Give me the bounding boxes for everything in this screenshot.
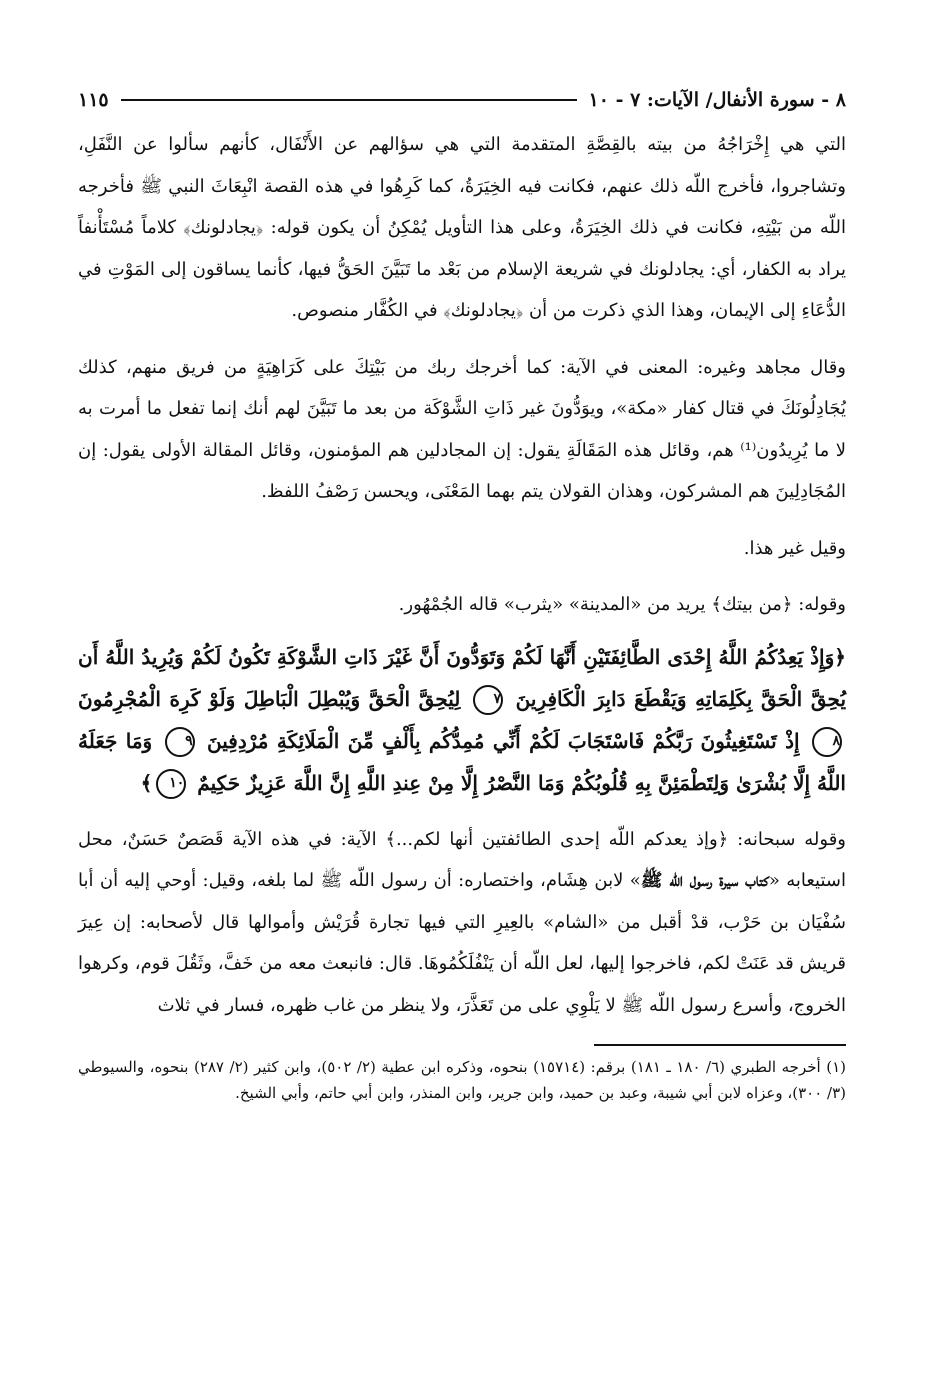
paragraph: وقال مجاهد وغيره: المعنى في الآية: كما أخرجك ربك من بَيْتِكَ على كَرَاهِيَةٍ من فريق منهم، كذلك يُجَادِلُونَكَ في قتال كفار «مكة»، ويوَدُّونَ غير ذَاتِ الشَّوْكَة من بعد ما تَبَيَّنَ لهم أنك إنما تفعل ما أمرت به لا ما يُرِيدُون⁽¹⁾ هم، وقائل هذه المَقَالَةِ يقول: إن المجادلين هم المؤمنون، وقائل المقالة الأولى يقول: إن المُجَادِلِينَ هم المشركون، وهذان القولان يتم بهما المَعْنَى، ويحسن رَصْفُ اللفظ. — [78, 356, 846, 502]
verse-text: وَمَا جَعَلَهُ اللَّهُ إِلَّا بُشْرَىٰ وَلِتَطْمَئِنَّ بِهِ قُلُوبُكُمْ وَمَا النَّصْرُ إِلَّا مِنْ عِندِ اللَّهِ إِنَّ اللَّهَ عَزِيزٌ حَكِيمٌ — [78, 728, 846, 795]
verse-number-marker: ٧ — [473, 685, 503, 715]
commentary-text: وقوله سبحانه: ﴿وإذ يعدكم اللّه إحدى الطائفتين أنها لكم...﴾ الآية: في هذه الآية قَصَصٌ حَسَنٌ، محل استيعابه « — [78, 828, 847, 891]
page-number: ١١٥ — [78, 89, 109, 111]
running-header — [78, 82, 846, 118]
verse-text: إِذْ تَسْتَغِيثُونَ رَبَّكُمْ فَاسْتَجَابَ لَكُمْ أَنِّي مُمِدُّكُم بِأَلْفٍ مِّنَ الْمَلَائِكَةِ مُرْدِفِينَ — [207, 728, 800, 753]
footnote-text: أخرجه الطبري (٦/ ١٨٠ ـ ١٨١) برقم: (١٥٧١٤) بنحوه، وذكره ابن عطية (٢/ ٥٠٢)، وابن كثير (٢/ ٢٨٧) بنحوه، والسيوطي (٣/ ٣٠٠)، وعزاه لابن أبي شيبة، وعبد بن حميد، وابن جرير، وابن المنذر، وابن أبي حاتم، وأبي الشيخ. — [78, 1058, 846, 1102]
verse-text: ﴿وَإِذْ يَعِدُكُمُ اللَّهُ إِحْدَى الطَّائِفَتَيْنِ أَنَّهَا لَكُمْ وَتَوَدُّونَ أَنَّ غَيْرَ ذَاتِ الشَّوْكَةِ تَكُونُ لَكُمْ وَيُرِيدُ اللَّهُ أَن يُحِقَّ الْحَقَّ بِكَلِمَاتِهِ وَيَقْطَعَ دَابِرَ الْكَافِرِينَ — [78, 644, 847, 711]
commentary-text: » لابن هِشَام، واختصاره: أن رسول اللّه ﷺ لما بلغه، وقيل: أوحي إليه أن أبا سُفْيَان بن حَرْب، قدْ أقبل من «الشام» بالعِيرِ التي فيها تجارة قُرَيْش وأموالها قال لأصحابه: إن عِيرَ قريش قد عَنَتْ لكم، فاخرجوا إليها، لعل اللّه أن يَنْفُلَكُمُوهَا. قال: فانبعث معه من خَفَّ، وثَقُلَ قوم، وكرهوا الخروج، وأسرع رسول اللّه ﷺ لا يَلْوِي على من تَعَذَّرَ، ولا ينظر من غاب ظهره، فسار في ثلاث — [78, 870, 846, 1016]
book-title: كتاب سيرة رسول اللّه ﷺ — [640, 870, 769, 891]
body-text — [78, 124, 846, 626]
verse-number-marker: ٩ — [165, 727, 195, 757]
verse-text: لِيُحِقَّ الْحَقَّ وَيُبْطِلَ الْبَاطِلَ وَلَوْ كَرِهَ الْمُجْرِمُونَ — [78, 686, 461, 711]
commentary — [78, 819, 846, 1027]
header-title: ٨ - سورة الأنفال/ الآيات: ٧ - ١٠ — [588, 89, 846, 111]
paragraph — [78, 819, 846, 1027]
footnote — [78, 1054, 846, 1106]
page — [78, 82, 846, 1106]
header-rule — [121, 99, 577, 101]
quran-verses — [78, 636, 846, 804]
verse-number-marker: ١٠ — [156, 769, 186, 799]
footnote-divider — [594, 1044, 846, 1046]
verse-number-marker: ٨ — [812, 727, 842, 757]
footnotes — [78, 1054, 846, 1106]
paragraph: التي هي إِخْرَاجُهُ من بيته بالقِصَّةِ المتقدمة التي هي سؤالهم عن الأَنْفَال، كأنهم سألوا عن النَّفَلِ، وتشاجروا، فأخرج اللّه ذلك عنهم، فكانت فيه الخِيَرَةُ، كما كَرِهُوا في هذه القصة انْبِعَاثَ النبي ﷺ فأخرجه اللّه من بَيْتِهِ، فكانت في ذلك الخِيَرَةُ، وعلى هذا التأويل يُمْكِنُ أن يكون قوله: ﴿يجادلونك﴾ كلاماً مُسْتَأْنفاً يراد به الكفار، أي: يجادلونك في شريعة الإسلام من بَعْد ما تَبَيَّنَ الحَقُّ فيها، كأنما يساقون إلى المَوْتِ في الدُّعَاءِ إلى الإيمان، وهذا الذي ذكرت من أن ﴿يجادلونك﴾ في الكُفَّار منصوص. — [78, 134, 846, 321]
footnote-marker: (١) — [826, 1058, 846, 1076]
paragraph: وقيل غير هذا. — [743, 537, 846, 559]
closing-bracket: ﴾ — [140, 770, 153, 795]
paragraph: وقوله: ﴿من بيتك﴾ يريد من «المدينة» «يثرب» قاله الجُمْهُور. — [398, 594, 846, 615]
